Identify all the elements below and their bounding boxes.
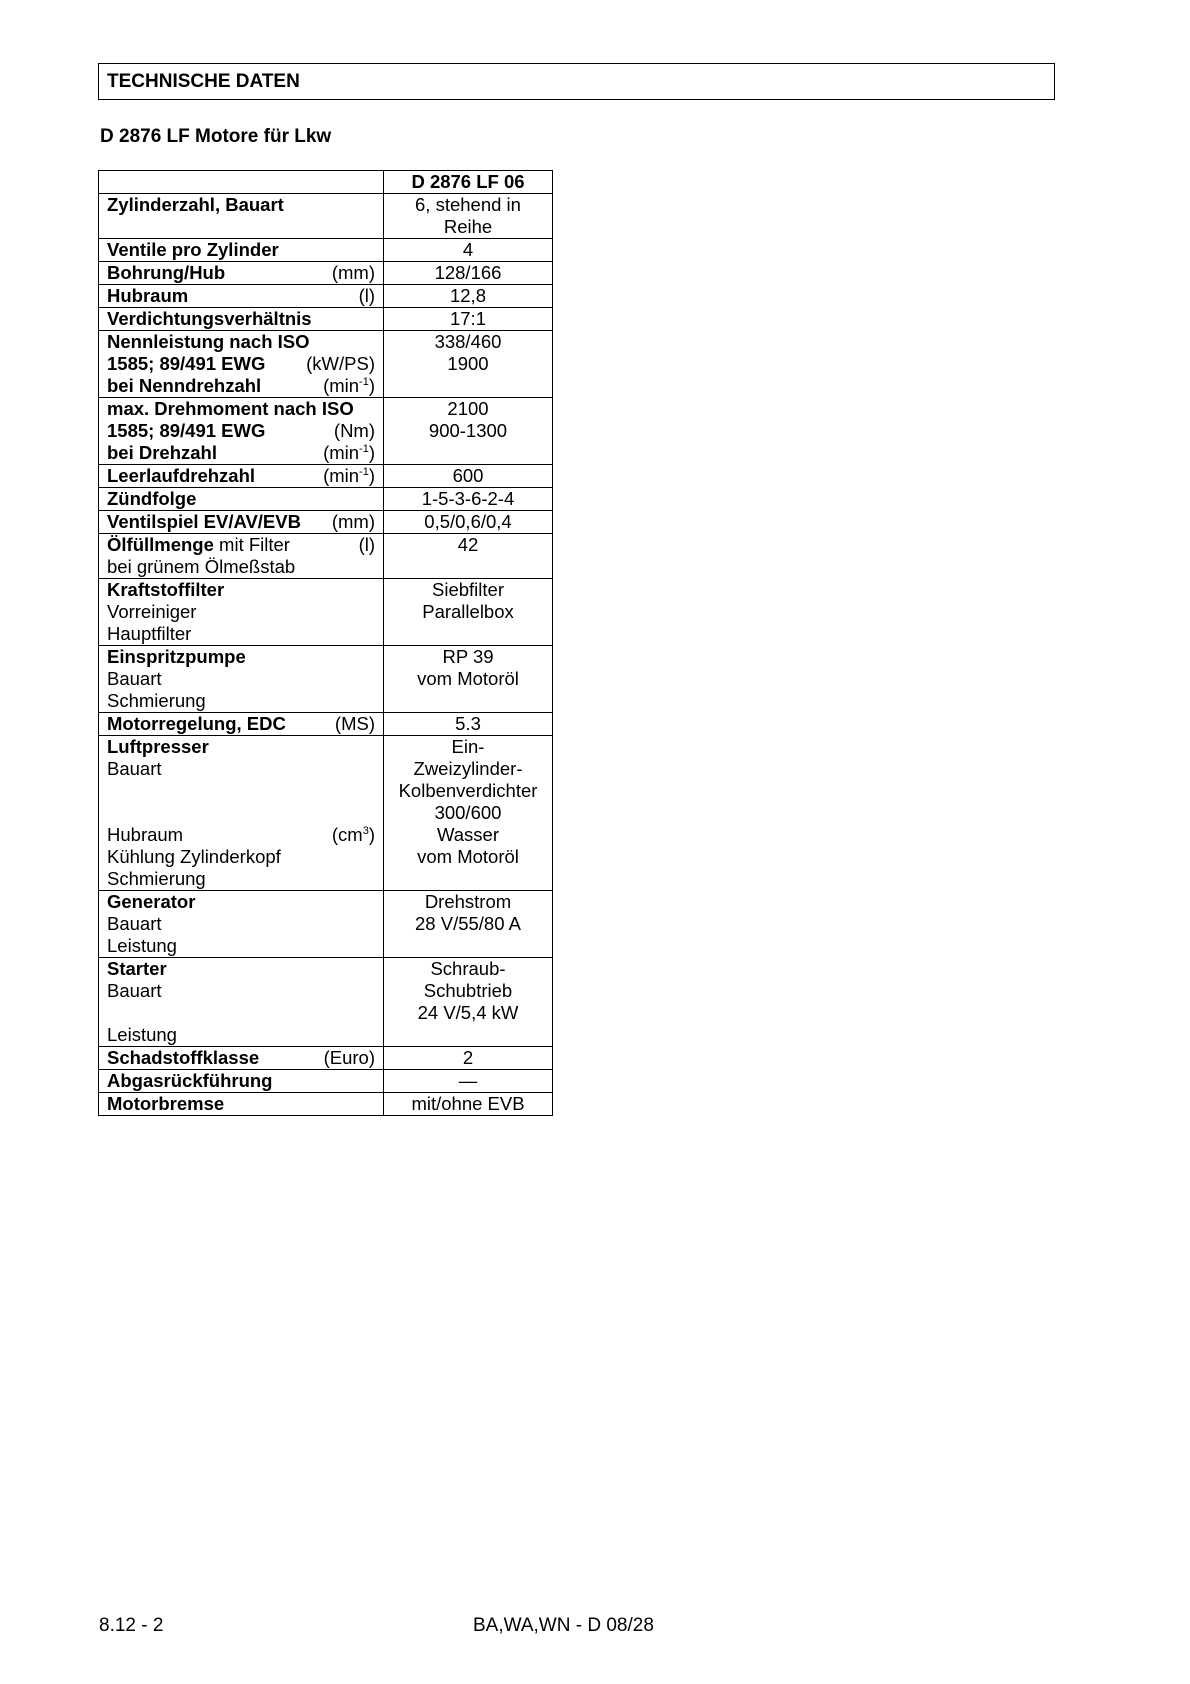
- table-row: Luftpresser Bauart Hubraum $(cm^3)$ Kühlung Zylinderkopf Schmierung Ein- Zweizylinder- Kolbenverdichter 300/600 Wasser vom Motoröl: [99, 736, 553, 891]
- table-row: Generator Bauart Leistung Drehstrom 28 V/55/80 A: [99, 891, 553, 958]
- table-row: Leerlaufdrehzahl $(\min^{-1})$ 600: [99, 465, 553, 488]
- page-subtitle: D 2876 LF Motore für Lkw: [100, 126, 332, 147]
- table-row: Nennleistung nach ISO 1585; 89/491 EWG (kW/PS) bei Nenndrehzahl $(\min^{-1})$ 338/460 1900: [99, 331, 553, 398]
- table-row: Zündfolge 1-5-3-6-2-4: [99, 488, 553, 511]
- table-header-row: [99, 171, 553, 194]
- table-row: Ölfüllmenge mit Filter (l) bei grünem Ölmeßstab 42: [99, 534, 553, 579]
- table-row: Einspritzpumpe Bauart Schmierung RP 39 vom Motoröl: [99, 646, 553, 713]
- table-row: Ventile pro Zylinder 4: [99, 239, 553, 262]
- table-row: Verdichtungsverhältnis 17:1: [99, 308, 553, 331]
- table-row: Ventilspiel EV/AV/EVB (mm) 0,5/0,6/0,4: [99, 511, 553, 534]
- section-header: [98, 63, 1055, 100]
- table-row: Motorregelung, EDC (MS) 5.3: [99, 713, 553, 736]
- table-row: Motorbremse mit/ohne EVB: [99, 1093, 553, 1116]
- table-row: Hubraum (l) 12,8: [99, 285, 553, 308]
- table-row: Schadstoffklasse (Euro) 2: [99, 1047, 553, 1070]
- table-row: Zylinderzahl, Bauart 6, stehend in Reihe: [99, 194, 553, 239]
- table-row: Starter Bauart Leistung Schraub- Schubtrieb 24 V/5,4 kW: [99, 958, 553, 1047]
- table-row: Bohrung/Hub (mm) 128/166: [99, 262, 553, 285]
- spec-table: [98, 170, 553, 1116]
- column-header: D 2876 LF 06: [384, 171, 553, 194]
- page-number: 8.12 - 2: [99, 1615, 164, 1636]
- table-row: Kraftstoffilter Vorreiniger Hauptfilter Siebfilter Parallelbox: [99, 579, 553, 646]
- table-row: max. Drehmoment nach ISO 1585; 89/491 EWG (Nm) bei Drehzahl $(\min^{-1})$ 2100 900-1300: [99, 398, 553, 465]
- document-code: BA,WA,WN - D 08/28: [473, 1615, 654, 1636]
- section-title: TECHNISCHE DATEN: [107, 70, 300, 92]
- table-row: Abgasrückführung —: [99, 1070, 553, 1093]
